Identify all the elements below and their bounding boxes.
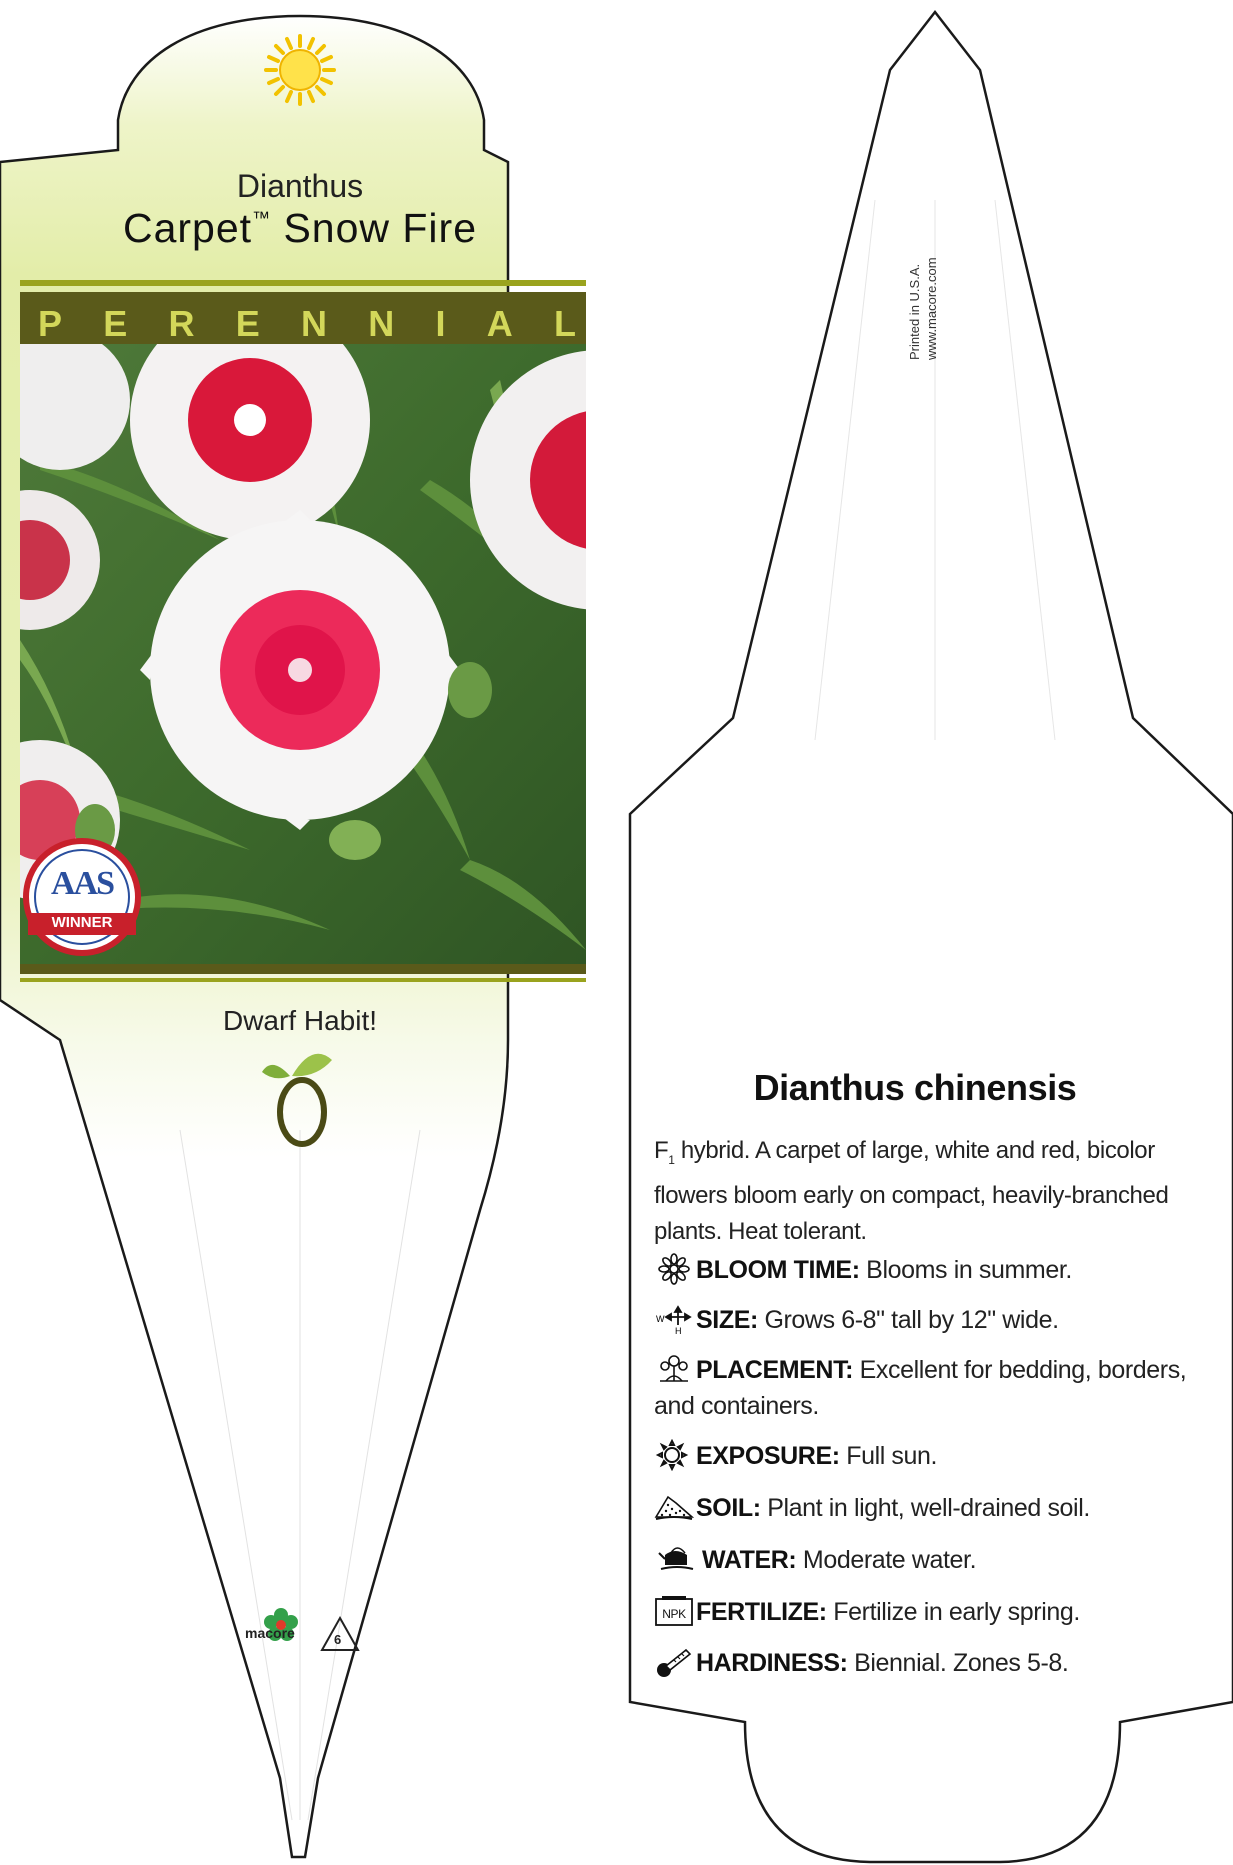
category-letter: N	[368, 303, 395, 344]
website: www.macore.com	[924, 257, 939, 360]
thermometer-icon	[654, 1646, 694, 1678]
category-letter: L	[553, 303, 576, 344]
size-icon-h: H	[675, 1326, 682, 1335]
npk-text: NPK	[662, 1607, 686, 1621]
npk-icon	[654, 1595, 694, 1627]
cultivar-name-text: Carpet	[122, 205, 253, 251]
printed-in: Printed in U.S.A.	[907, 263, 922, 360]
care-text: Blooms in summer.	[859, 1256, 1072, 1284]
care-label: FERTILIZE:	[696, 1598, 827, 1626]
care-text: Fertilize in early spring.	[826, 1598, 1080, 1626]
care-label: SOIL:	[696, 1494, 761, 1522]
cultivar-suffix: Snow Fire	[271, 205, 477, 251]
care-row-size	[654, 1302, 1214, 1338]
desc-subscript: 1	[668, 1152, 675, 1167]
care-text: Excellent for bedding, borders, and containers.	[654, 1356, 1187, 1420]
cultivar-name	[20, 205, 580, 252]
genus-name: Dianthus	[236, 168, 364, 204]
care-row-fertilize	[654, 1594, 1214, 1630]
care-row-exposure	[654, 1438, 1214, 1474]
description	[654, 1133, 1214, 1250]
sun-icon	[266, 36, 334, 104]
watering-can-icon	[654, 1543, 700, 1575]
care-row-water	[654, 1542, 1214, 1578]
habit-note: Dwarf Habit!	[222, 1005, 378, 1036]
size-icon-w: W	[656, 1314, 665, 1324]
sun-icon	[654, 1439, 694, 1471]
care-label: HARDINESS:	[696, 1649, 848, 1677]
care-row-soil	[654, 1490, 1214, 1526]
print-info	[906, 230, 946, 360]
placement-icon	[654, 1353, 694, 1385]
care-text: Plant in light, well-drained soil.	[760, 1494, 1090, 1522]
care-row-bloom-time	[654, 1252, 1214, 1288]
aas-letters: AAS	[50, 865, 114, 902]
desc-text: hybrid. A carpet of large, white and red, bicolor flowers bloom early on compact, heavily-branched plants. Heat tolerant.	[654, 1137, 1169, 1245]
category-label	[24, 303, 584, 345]
category-letter: R	[168, 303, 195, 344]
care-text: Moderate water.	[796, 1546, 977, 1574]
category-letter: E	[103, 303, 128, 344]
category-letter: I	[435, 303, 446, 344]
category-letter: P	[38, 303, 63, 344]
brand-name: macore	[245, 1625, 295, 1641]
size-icon	[654, 1303, 694, 1335]
soil-icon	[654, 1491, 694, 1523]
care-label: WATER:	[702, 1546, 797, 1574]
recycle-number: 6	[334, 1632, 342, 1647]
care-label: BLOOM TIME:	[696, 1256, 860, 1284]
desc-prefix: F	[654, 1137, 669, 1164]
care-text: Full sun.	[839, 1442, 938, 1470]
category-letter: E	[235, 303, 260, 344]
care-row-placement	[654, 1352, 1214, 1424]
care-text: Grows 6-8" tall by 12" wide.	[757, 1306, 1059, 1334]
care-label: EXPOSURE:	[696, 1442, 840, 1470]
category-letter: N	[300, 303, 327, 344]
species-name: Dianthus chinensis	[753, 1067, 1077, 1108]
category-letter: A	[486, 303, 513, 344]
care-row-hardiness	[654, 1645, 1214, 1681]
flower-icon	[654, 1253, 694, 1285]
aas-ribbon-text: WINNER	[51, 914, 113, 931]
care-label: PLACEMENT:	[696, 1356, 854, 1384]
care-label: SIZE:	[696, 1306, 758, 1334]
care-text: Biennial. Zones 5-8.	[847, 1649, 1069, 1677]
trademark-symbol: ™	[252, 208, 272, 228]
